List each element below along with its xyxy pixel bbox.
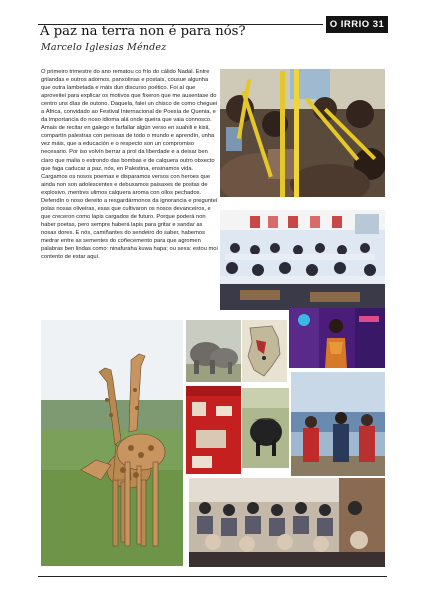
article-paragraph: Amais de recitar en galego e farfallar algún verso en suahili e kisii, compartín palestras con persoas de todo o mundo e aprendín, unha vez máis, que a educación e o respecto son un compromiso necesario. Por iso volvín berrar a prol da liberdade e a deixar ben claro que malia o estrondo das bombas e de calquera outro obxecto que faga caducar a paz, nós, en Palestina, ensinamos vida. Cargamos os nosos poemas e disparamos versos con heroes que ainda non son adolescentes e debuxamos paisaxes de postas de explosivo, mentres ulimos calquera aroma con ollos pechados. [41, 125, 215, 196]
article-paragraph: O primeiro trimestre do ano rematou co frío do cálido Nadal. Entre grilandas e outros adornos, panxolinas e postais, cousue algunha que outra lambetada e máis dun discurso poético. Foi aí que aproveitei para explicar os motivos que fixeron que me ausentase do centro uns días de outono. Daquela, falei un chisco de como cheguei a África, convidado ao Festival Internacional de Poesía de Quenia, e da importancia do noso idioma alá onde queira que vaia connosco. [41, 69, 218, 124]
footer-rule [38, 576, 387, 577]
photo-red-shelf [186, 386, 241, 474]
photo-maasai-group [291, 372, 385, 476]
photo-children-pencils [220, 69, 385, 197]
article-paragraph: Defendín o noso dereito a resgardármonos da ignorancia e pregunteí polas nosas oliveiras, esas que cultivaron os nosos devanceiros, e que creceron como lapis cargados de futuro. Porque poderá non haber poetas, pero sempre haberá lapis para gritar e sandar as nosas dores. E nós, camiñantes do sendeiro do saber, habemos medrar entre as sementes do coñecemento para que agromen palabras ben lindas como: ninafuraha kuwa hapa; ou sexa: estou moi contento de estar aquí. [41, 197, 218, 261]
article-body [41, 68, 218, 261]
photo-audience [189, 478, 385, 567]
photo-elephants [186, 320, 241, 382]
photo-festival-speaker [289, 308, 385, 368]
photo-kenya-map [242, 320, 287, 382]
photo-classroom-session [220, 210, 385, 310]
author-signature: Marcelo Iglesias Méndez [41, 42, 167, 53]
photo-giraffes [41, 320, 183, 566]
page-number-badge: O IRRIO 31 [326, 16, 388, 33]
photo-buffalo [242, 388, 289, 468]
article-title: A paz na terra non é para nós? [40, 24, 246, 39]
